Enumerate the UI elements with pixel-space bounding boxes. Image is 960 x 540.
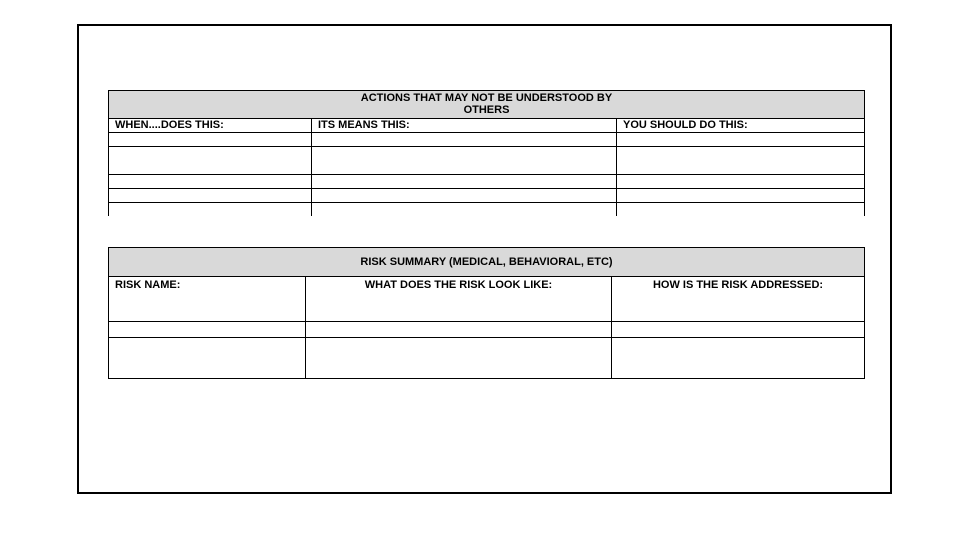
table-cell[interactable] <box>312 175 617 189</box>
table-cell[interactable] <box>612 338 865 379</box>
table-cell[interactable] <box>306 338 612 379</box>
table-cell[interactable] <box>109 322 306 338</box>
table-cell[interactable] <box>109 147 312 175</box>
table-cell[interactable] <box>109 133 312 147</box>
header-risk-name: RISK NAME: <box>109 277 306 322</box>
table-cell[interactable] <box>306 322 612 338</box>
table-cell[interactable] <box>109 338 306 379</box>
table-cell[interactable] <box>617 203 865 217</box>
table-cell[interactable] <box>109 203 312 217</box>
table-cell[interactable] <box>312 203 617 217</box>
table-cell[interactable] <box>109 175 312 189</box>
table-cell[interactable] <box>617 189 865 203</box>
table-cell[interactable] <box>312 189 617 203</box>
header-when-does-this: WHEN....DOES THIS: <box>109 119 312 133</box>
table-cell[interactable] <box>109 189 312 203</box>
header-risk-addressed: HOW IS THE RISK ADDRESSED: <box>612 277 865 322</box>
risk-summary-title: RISK SUMMARY (MEDICAL, BEHAVIORAL, ETC) <box>109 248 865 277</box>
table-cell[interactable] <box>312 147 617 175</box>
actions-table <box>108 90 865 216</box>
header-you-should-do-this: YOU SHOULD DO THIS: <box>617 119 865 133</box>
table-cell[interactable] <box>612 322 865 338</box>
table-cell[interactable] <box>312 133 617 147</box>
header-its-means-this: ITS MEANS THIS: <box>312 119 617 133</box>
table-cell[interactable] <box>617 133 865 147</box>
table-cell[interactable] <box>617 175 865 189</box>
table-cell[interactable] <box>617 147 865 175</box>
risk-summary-table <box>108 247 865 379</box>
header-risk-look-like: WHAT DOES THE RISK LOOK LIKE: <box>306 277 612 322</box>
actions-table-title: ACTIONS THAT MAY NOT BE UNDERSTOOD BY OTHERS <box>109 91 865 119</box>
